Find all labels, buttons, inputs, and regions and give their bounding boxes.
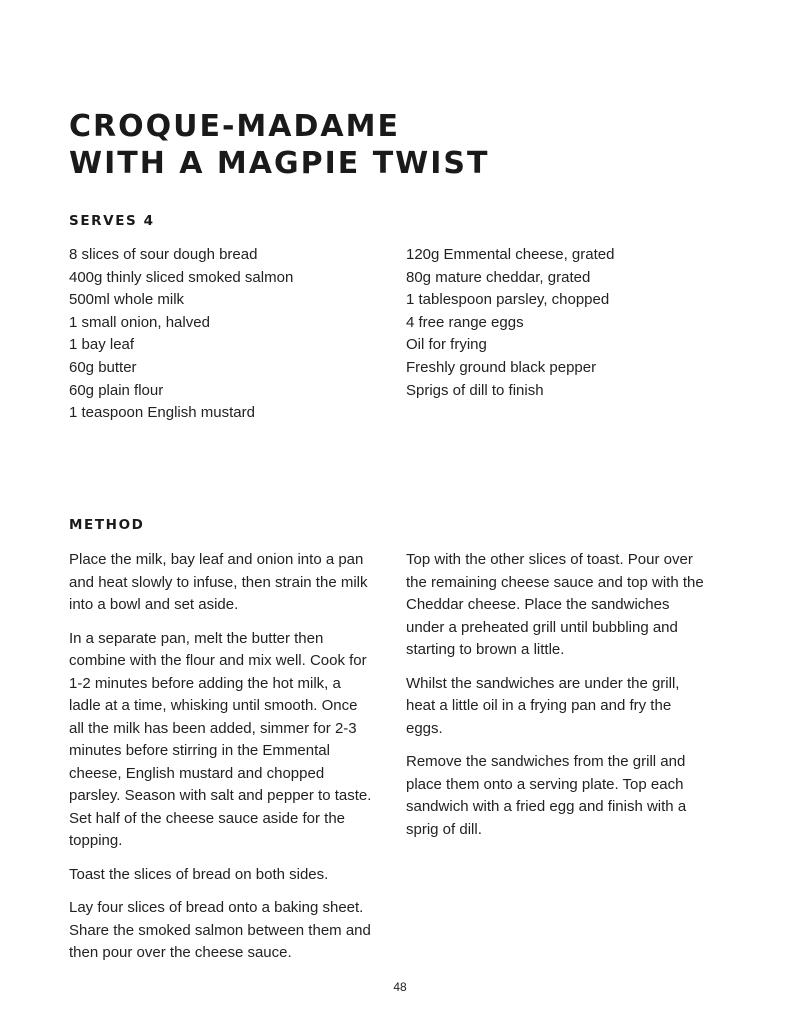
ingredient-item: 8 slices of sour dough bread <box>69 246 258 263</box>
serves-heading: SERVES 4 <box>69 213 155 229</box>
method-step: Lay four slices of bread onto a baking sheet. Share the smoked salmon between them and then pour over the cheese sauce. <box>69 899 371 961</box>
ingredient-item: 80g mature cheddar, grated <box>406 268 591 286</box>
ingredient-item: 400g thinly sliced smoked salmon <box>69 268 294 286</box>
ingredients-list-right <box>406 244 614 402</box>
ingredient-item: 1 teaspoon English mustard <box>69 404 255 422</box>
recipe-title-line: CROQUE-MADAME <box>69 109 400 144</box>
method-column-right <box>406 549 712 852</box>
recipe-title-line: WITH A MAGPIE TWIST <box>69 146 490 181</box>
ingredient-item: 4 free range eggs <box>406 313 524 331</box>
ingredient-item: 1 tablespoon parsley, chopped <box>406 291 610 309</box>
ingredient-item: Freshly ground black pepper <box>406 358 597 376</box>
recipe-title <box>69 108 490 182</box>
ingredient-item: 60g butter <box>69 358 137 376</box>
method-step: In a separate pan, melt the butter then combine with the flour and mix well. Cook for 1-2 minutes before adding the hot milk, a ladle at a time, whisking until smooth. Once all the milk has been added, simmer for 2-3 minutes before stirring in the Emmental cheese, English mustard and chopped parsley. Season with salt and pepper to taste. Set half of the cheese sauce aside for the topping. <box>69 629 372 849</box>
method-heading: METHOD <box>69 517 145 533</box>
method-step: Whilst the sandwiches are under the grill, heat a little oil in a frying pan and fry the eggs. <box>406 674 680 737</box>
page-number: 48 <box>393 980 407 994</box>
ingredient-item: 120g Emmental cheese, grated <box>406 246 615 263</box>
ingredients-list-left <box>69 244 293 425</box>
ingredient-item: 1 small onion, halved <box>69 313 210 331</box>
ingredient-item: 60g plain flour <box>69 381 164 399</box>
ingredient-item: 1 bay leaf <box>69 336 135 354</box>
ingredient-item: Sprigs of dill to finish <box>406 381 544 399</box>
ingredient-item: 500ml whole milk <box>69 291 185 309</box>
method-step: Toast the slices of bread on both sides. <box>69 865 329 883</box>
method-step: Top with the other slices of toast. Pour over the remaining cheese sauce and top with the Cheddar cheese. Place the sandwiches under a preheated grill until bubbling and starting to brown a little. <box>406 551 704 658</box>
method-column-left <box>69 549 372 976</box>
ingredient-item: Oil for frying <box>406 336 487 354</box>
method-step: Remove the sandwiches from the grill and place them onto a serving plate. Top each sandwich with a fried egg and finish with a sprig of dill. <box>406 753 687 838</box>
method-step: Place the milk, bay leaf and onion into a pan and heat slowly to infuse, then strain the milk into a bowl and set aside. <box>69 551 368 613</box>
